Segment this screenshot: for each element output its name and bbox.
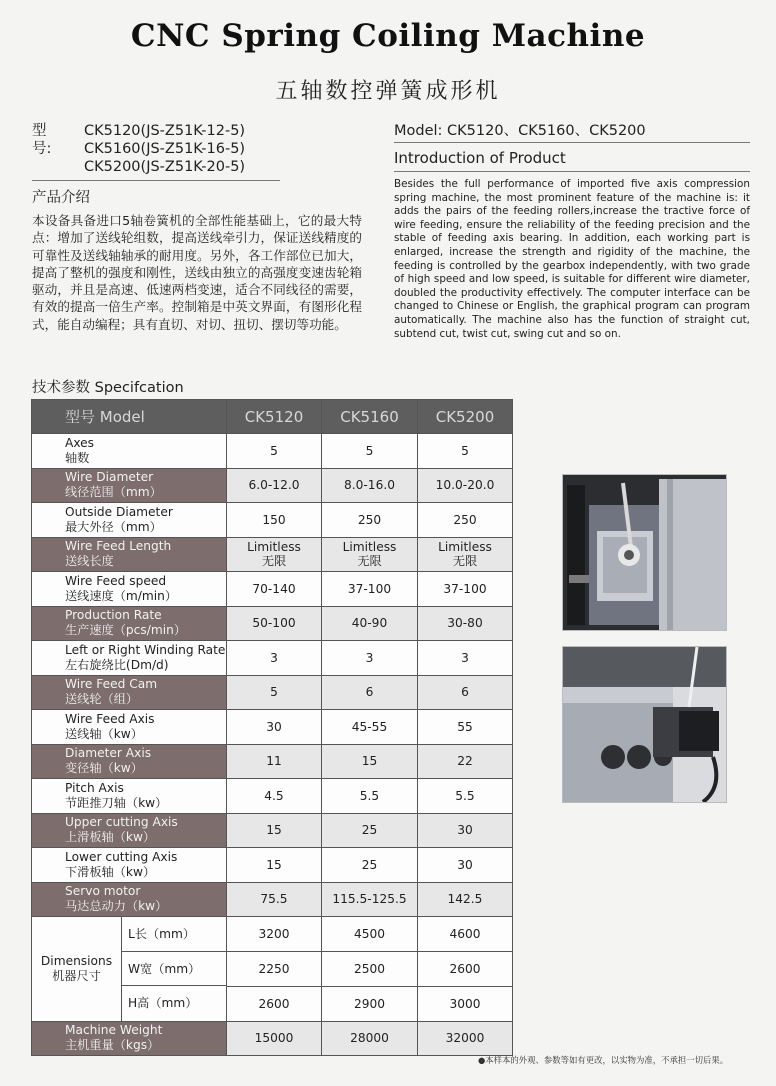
spec-value-cell — [322, 1021, 418, 1056]
spec-value-cell — [418, 813, 513, 848]
spec-value-cell — [418, 1021, 513, 1056]
spec-value: 40-90 — [351, 616, 388, 631]
spec-value: 75.5 — [260, 892, 288, 907]
spec-dim-group — [32, 917, 227, 1022]
spec-value-cell — [418, 710, 513, 745]
spec-dim-sub-label: W宽（mm） — [122, 952, 226, 987]
spec-value: 115.5-125.5 — [332, 892, 407, 907]
spec-value: 2250 — [258, 961, 290, 976]
spec-value-cell — [227, 848, 322, 883]
spec-label-en: Wire Feed speed — [65, 573, 167, 588]
spec-label-en: Wire Feed Length — [65, 539, 172, 554]
spec-value-cell — [227, 434, 322, 469]
spec-dim-label-cn: 机器尺寸 — [52, 968, 101, 983]
spec-label-en: Wire Feed Cam — [65, 677, 158, 692]
spec-value: 50-100 — [252, 616, 296, 631]
spec-label-cn: 最大外径（mm） — [65, 519, 162, 534]
spec-value-cell — [227, 744, 322, 779]
spec-value: 25 — [361, 857, 378, 872]
spec-value: 25 — [361, 823, 378, 838]
spec-value-cell — [418, 606, 513, 641]
spec-title: 技术参数 Specifcation — [32, 380, 184, 396]
page-title: CNC Spring Coiling Machine — [130, 18, 646, 54]
spec-value: 15 — [266, 823, 282, 838]
spec-value-cell — [418, 537, 513, 572]
spec-label-en: Left or Right Winding Rate — [65, 642, 226, 657]
spec-dim-label-en: Dimensions — [40, 953, 113, 968]
spec-value-cell — [418, 675, 513, 710]
spec-value-cell — [227, 779, 322, 814]
spec-value-cell — [322, 675, 418, 710]
spec-value: 32000 — [445, 1031, 485, 1046]
spec-value-cell — [418, 503, 513, 538]
model-line-en: Model: CK5120、CK5160、CK5200 — [394, 123, 646, 139]
spec-value: 5 — [270, 685, 278, 700]
spec-row-label — [32, 675, 227, 710]
spec-value-cell — [227, 710, 322, 745]
spec-value: 2900 — [353, 996, 386, 1011]
model-item: CK5200(JS-Z51K-20-5) — [84, 159, 246, 175]
spec-row — [32, 537, 513, 572]
spec-row — [32, 606, 513, 641]
spec-value-cell — [227, 641, 322, 676]
spec-label-en: Axes — [65, 435, 95, 450]
spec-row-label — [32, 779, 227, 814]
divider — [394, 142, 750, 143]
spec-value-cell — [418, 641, 513, 676]
spec-label-cn: 送线轮（组） — [65, 692, 139, 707]
model-item: CK5160(JS-Z51K-16-5) — [84, 141, 246, 157]
spec-value: 250 — [453, 512, 477, 527]
spec-value-cell — [418, 434, 513, 469]
spec-value: 10.0-20.0 — [435, 478, 495, 493]
spec-row-label — [32, 503, 227, 538]
spec-row-label — [32, 813, 227, 848]
spec-label-en: Servo motor — [65, 884, 141, 899]
spec-value-cell — [322, 606, 418, 641]
spec-value-cell — [418, 951, 513, 986]
spec-label-en: Lower cutting Axis — [65, 849, 178, 864]
spec-value-cell — [322, 710, 418, 745]
spec-value-cell — [418, 572, 513, 607]
spec-value: 2500 — [353, 961, 386, 976]
spec-value-cell — [227, 1021, 322, 1056]
spec-header-cell: CK5200 — [418, 400, 513, 434]
spec-row — [32, 468, 513, 503]
spec-value-cell — [322, 882, 418, 917]
model-item: CK5120(JS-Z51K-12-5) — [84, 123, 246, 139]
machine-photo-top-image — [563, 475, 726, 630]
spec-row — [32, 848, 513, 883]
spec-label-cn: 左右旋绕比(Dm/d) — [65, 657, 169, 672]
spec-table — [31, 399, 513, 1056]
intro-en-body: Besides the full performance of imported five axis compression spring machine, the most prominent feature of the machine is: it adds the pairs of the feeding rollers,increase the tractive force of wire feeding, ensure the reliability of the feeding precision and the stable of feeding axis bearing. In addition, each working part is enlarged, increase the strength and rigidity of the machine, the feeding is controlled by the gearbox independently, with two grade of high speed and low speed, is suitable for different wire diameter, doubled the productivity effectively. The computer interface can be changed to Chinese or English, the graphical program can program automatically. The machine also has the function of straight cut, subtend cut, twist cut, swing cut and so on. — [394, 178, 750, 340]
spec-row-label — [32, 468, 227, 503]
spec-value: 3 — [270, 650, 278, 665]
intro-en-section — [394, 120, 750, 341]
divider — [32, 180, 280, 181]
spec-value: 5.5 — [359, 788, 380, 803]
spec-value-cell — [227, 951, 322, 986]
spec-row — [32, 675, 513, 710]
model-label: 型号: — [32, 123, 52, 157]
spec-value-cell — [322, 468, 418, 503]
spec-label-en: Production Rate — [65, 608, 162, 623]
spec-value: 30 — [457, 857, 473, 872]
spec-label-cn: 节距推刀轴（kw） — [65, 795, 168, 810]
spec-label-en: Machine Weight — [65, 1023, 163, 1038]
spec-value-cell — [322, 779, 418, 814]
machine-photo-top — [562, 474, 727, 631]
spec-value: 15000 — [254, 1031, 294, 1046]
spec-value-cell — [322, 572, 418, 607]
spec-value: 30-80 — [447, 616, 483, 631]
intro-en-title: Introduction of Product — [394, 149, 566, 167]
spec-value-cell — [322, 503, 418, 538]
spec-dim-row — [32, 917, 513, 952]
spec-value: 4600 — [449, 926, 481, 941]
spec-value: 3200 — [258, 926, 290, 941]
machine-photo-bottom-image — [563, 647, 726, 802]
spec-value-cell — [227, 572, 322, 607]
spec-label-cn: 上滑板轴（kw） — [65, 830, 156, 845]
machine-photo-bottom — [562, 646, 727, 803]
spec-row-label — [32, 641, 227, 676]
spec-value-cell — [227, 503, 322, 538]
spec-value-cell — [322, 641, 418, 676]
spec-value-cell — [418, 468, 513, 503]
spec-row-label — [32, 882, 227, 917]
intro-cn-title: 产品介绍 — [32, 190, 90, 206]
spec-row-label — [32, 1021, 227, 1056]
spec-label-en: Pitch Axis — [65, 780, 124, 795]
spec-value: 5.5 — [455, 788, 475, 803]
spec-value-cell — [418, 744, 513, 779]
spec-value-cell — [227, 537, 322, 572]
spec-value: 3000 — [449, 996, 481, 1011]
spec-row — [32, 779, 513, 814]
spec-value-cell — [418, 882, 513, 917]
spec-value: 4.5 — [264, 788, 284, 803]
spec-label-cn: 送线轴（kw） — [65, 726, 143, 741]
spec-value: Limitless 无限 — [247, 540, 301, 569]
spec-value-cell — [322, 986, 418, 1021]
spec-row — [32, 434, 513, 469]
spec-row — [32, 744, 513, 779]
spec-label-cn: 轴数 — [65, 450, 90, 465]
spec-value-cell — [227, 606, 322, 641]
intro-cn-body: 本设备具备进口5轴卷簧机的全部性能基础上，它的最大特点：增加了送线轮组数，提高送线牵引力，保证送线精度的可靠性及送线轴轴承的耐用度。另外，各工作部位已加大，提高了整机的强度和刚性，送线由独立的高强度变速齿轮箱驱动，并且是高速、低速两档变速，适合不同线径的需要，有效的提高一倍生产率。控制箱是中英文界面，有图形化程式，能自动编程；具有直切、对切、扭切、摆切等功能。 — [32, 213, 362, 332]
spec-dim-sub-label: L长（mm） — [122, 917, 226, 952]
spec-value: 2600 — [258, 996, 290, 1011]
spec-value-cell — [322, 848, 418, 883]
spec-value: 5 — [461, 443, 469, 458]
spec-value-cell — [227, 986, 322, 1021]
spec-row — [32, 882, 513, 917]
spec-value: 37-100 — [347, 581, 392, 596]
spec-label-en: Outside Diameter — [65, 504, 173, 519]
spec-value-cell — [322, 813, 418, 848]
spec-label-cn: 送线长度 — [65, 554, 114, 569]
spec-row-label — [32, 744, 227, 779]
spec-header-cell: CK5160 — [322, 400, 418, 434]
spec-row-label — [32, 710, 227, 745]
spec-value-cell — [322, 917, 418, 952]
spec-value: 6.0-12.0 — [248, 478, 300, 493]
spec-header-row — [32, 400, 513, 434]
spec-value-cell — [418, 917, 513, 952]
spec-row-label — [32, 848, 227, 883]
spec-value: 28000 — [350, 1031, 389, 1046]
page-subtitle-cn: 五轴数控弹簧成形机 — [275, 79, 501, 104]
spec-value: 3 — [365, 650, 374, 665]
spec-value-cell — [322, 744, 418, 779]
spec-row — [32, 1021, 513, 1056]
spec-value: 22 — [457, 754, 473, 769]
spec-value-cell — [418, 986, 513, 1021]
spec-value: 3 — [461, 650, 469, 665]
footnote: ●本样本的外观、参数等如有更改，以实物为准，不承担一切后果。 — [478, 1055, 729, 1065]
spec-value-cell — [227, 813, 322, 848]
spec-value: 11 — [266, 754, 282, 769]
spec-label-cn: 马达总动力（kw） — [65, 899, 168, 914]
spec-row — [32, 813, 513, 848]
spec-row-label — [32, 537, 227, 572]
spec-value-cell — [227, 917, 322, 952]
spec-value: 6 — [461, 685, 469, 700]
divider — [394, 171, 750, 172]
spec-label-cn: 送线速度（m/min） — [65, 588, 178, 603]
spec-label-cn: 变径轴（kw） — [65, 761, 143, 776]
spec-value-cell — [322, 951, 418, 986]
spec-row — [32, 572, 513, 607]
spec-value: 5 — [270, 443, 278, 458]
spec-value: 55 — [457, 719, 473, 734]
spec-value: 142.5 — [447, 892, 483, 907]
spec-value: 8.0-16.0 — [344, 478, 395, 493]
spec-value-cell — [227, 675, 322, 710]
spec-row — [32, 710, 513, 745]
spec-label-en: Diameter Axis — [65, 746, 152, 761]
spec-value-cell — [227, 882, 322, 917]
spec-value-cell — [418, 779, 513, 814]
spec-row — [32, 641, 513, 676]
spec-label-cn: 线径范围（mm） — [65, 485, 162, 500]
spec-row-label — [32, 572, 227, 607]
spec-value: 15 — [361, 754, 378, 769]
spec-value: 30 — [457, 823, 473, 838]
spec-label-cn: 下滑板轴（kw） — [65, 864, 156, 879]
spec-value: 30 — [266, 719, 282, 734]
spec-label-en: Wire Feed Axis — [65, 711, 155, 726]
spec-header-cell: 型号 Model — [32, 400, 227, 434]
spec-value: 150 — [262, 512, 286, 527]
spec-value: 5 — [365, 443, 374, 458]
spec-value-cell — [322, 434, 418, 469]
spec-value-cell — [227, 468, 322, 503]
spec-row-label — [32, 606, 227, 641]
spec-label-cn: 生产速度（pcs/min） — [65, 623, 187, 638]
spec-header-cell: CK5120 — [227, 400, 322, 434]
spec-value: Limitless 无限 — [438, 540, 492, 569]
spec-value: 4500 — [353, 926, 386, 941]
spec-value: 15 — [266, 857, 282, 872]
spec-value: 37-100 — [443, 581, 487, 596]
spec-dim-sub-label: H高（mm） — [128, 996, 198, 1010]
spec-value: 6 — [365, 685, 374, 700]
spec-row-label — [32, 434, 227, 469]
spec-value: 70-140 — [252, 581, 296, 596]
spec-value: 45-55 — [351, 719, 388, 734]
spec-value: 2600 — [449, 961, 481, 976]
spec-label-en: Upper cutting Axis — [65, 815, 178, 830]
spec-value-cell — [322, 537, 418, 572]
spec-label-en: Wire Diameter — [65, 470, 154, 485]
spec-label-cn: 主机重量（kgs） — [65, 1038, 160, 1053]
spec-value-cell — [418, 848, 513, 883]
spec-value: Limitless 无限 — [342, 540, 397, 569]
spec-value: 250 — [357, 512, 382, 527]
spec-row — [32, 503, 513, 538]
